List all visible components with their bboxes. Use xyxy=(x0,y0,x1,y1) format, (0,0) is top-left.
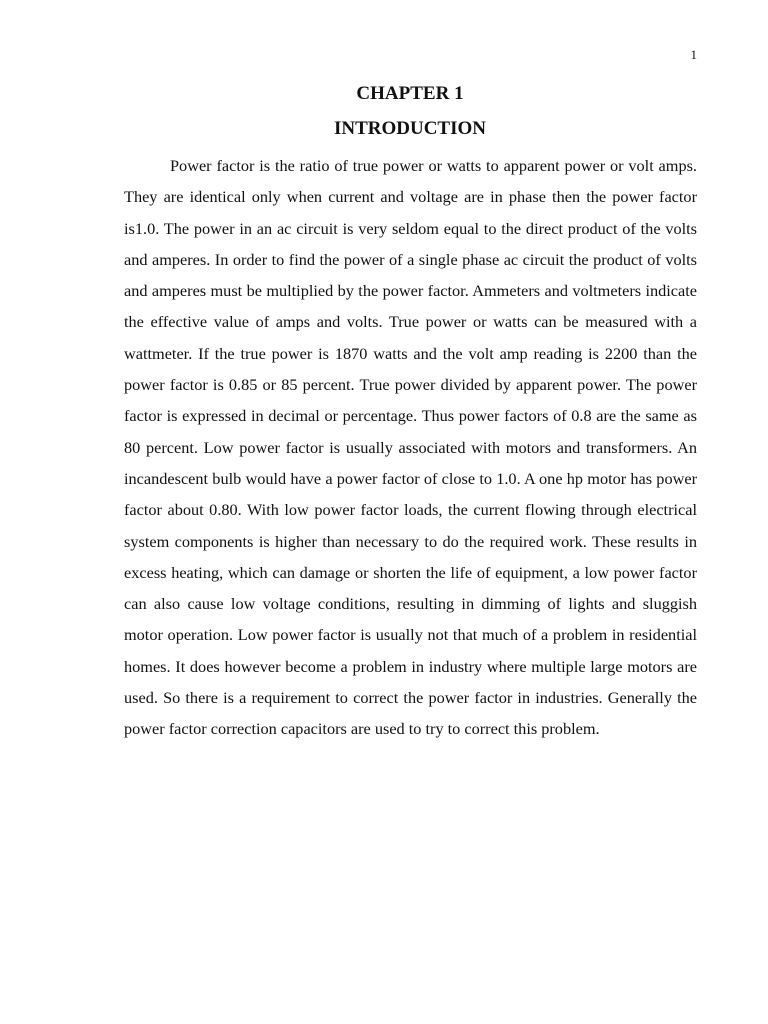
chapter-title: INTRODUCTION xyxy=(333,118,487,139)
chapter-label: CHAPTER 1 xyxy=(356,83,464,104)
page-number: 1 xyxy=(690,47,697,62)
introduction-paragraph: Power factor is the ratio of true power or watts to apparent power or volt amps. They are identical only when current and voltage are in phase then the power factor is1.0. The power in an ac circuit is very seldom equal to the direct product of the volts and amperes. In order to find the power of a single phase ac circuit the product of volts and amperes must be multiplied by the power factor. Ammeters and voltmeters indicate the effective value of amps and volts. True power or watts can be measured with a wattmeter. If the true power is 1870 watts and the volt amp reading is 2200 than the power factor is 0.85 or 85 percent. True power divided by apparent power. The power factor is expressed in decimal or percentage. Thus power factors of 0.8 are the same as 80 percent. Low power factor is usually associated with motors and transformers. An incandescent bulb would have a power factor of close to 1.0. A one hp motor has power factor about 0.80. With low power factor loads, the current flowing through electrical system components is higher than necessary to do the required work. These results in excess heating, which can damage or shorten the life of equipment, a low power factor can also cause low voltage conditions, resulting in dimming of lights and sluggish motor operation. Low power factor is usually not that much of a problem in residential homes. It does however become a problem in industry where multiple large motors are used. So there is a requirement to correct the power factor in industries. Generally the power factor correction capacitors are used to try to correct this problem. xyxy=(124,156,697,739)
